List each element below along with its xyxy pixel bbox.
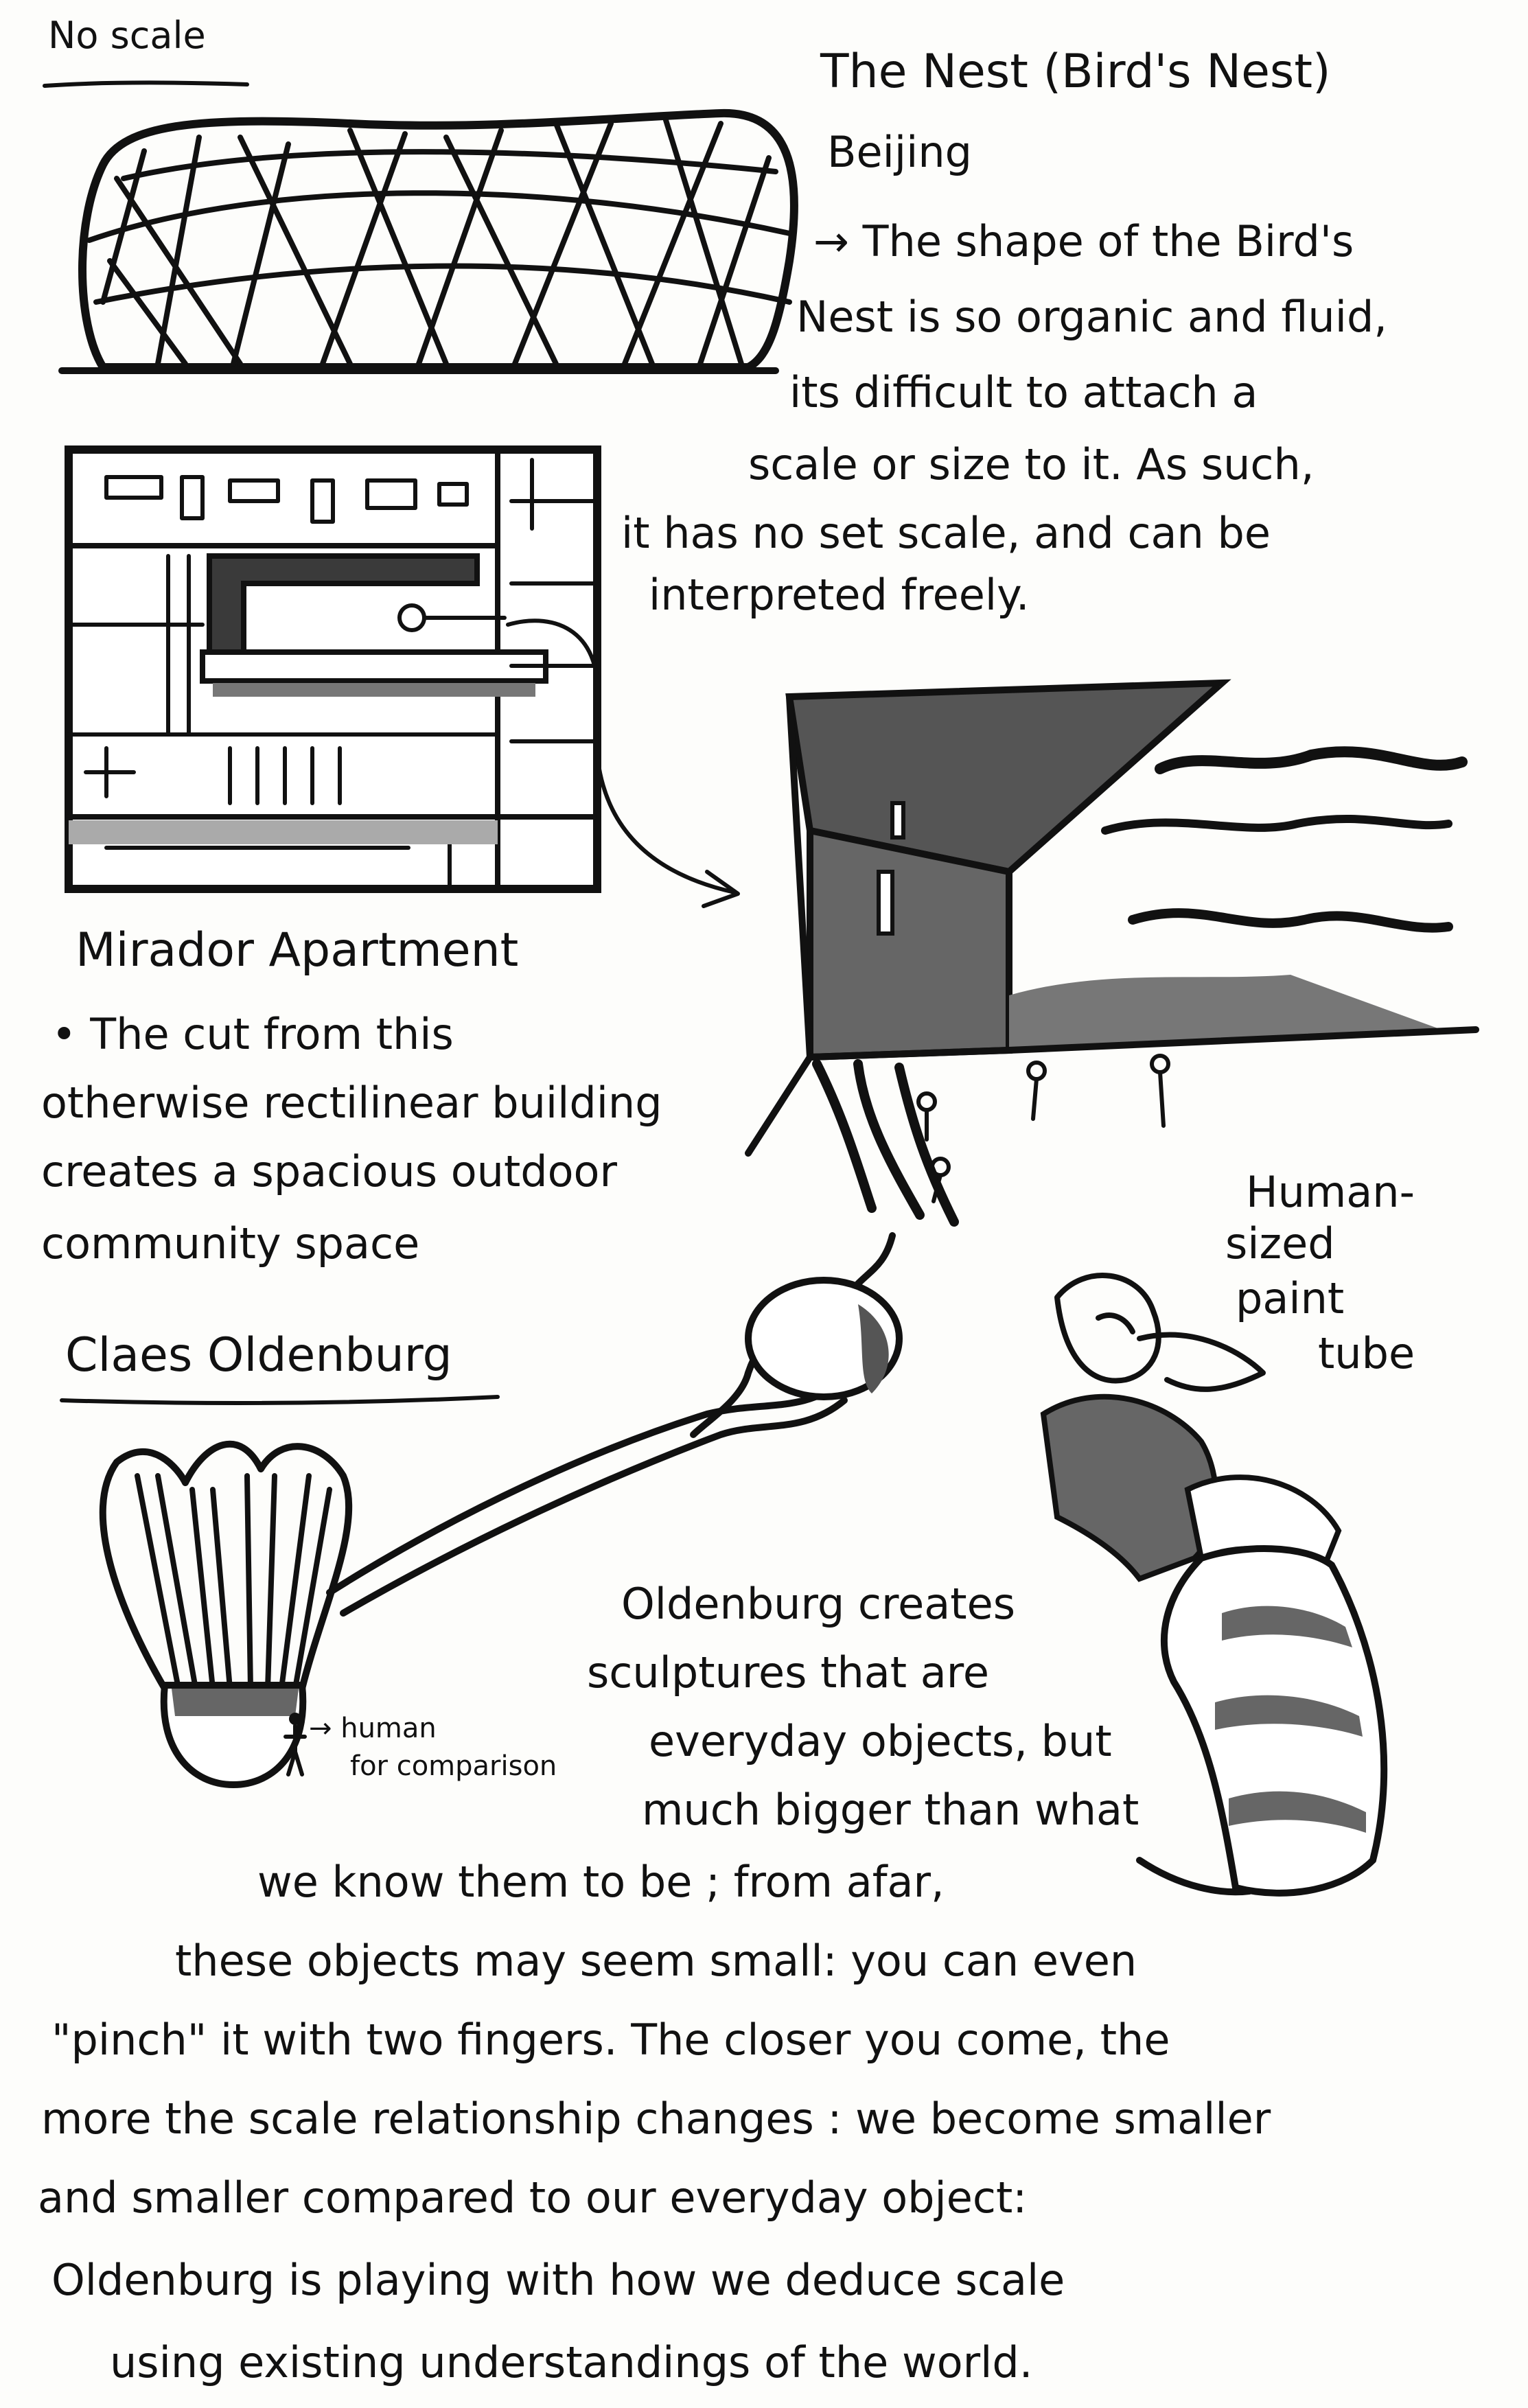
paint-tube-label-line: tube (1318, 1328, 1415, 1378)
oldenburg-bottom-line: we know them to be ; from afar, (257, 1857, 945, 1907)
nest-desc-line: Nest is so organic and fluid, (796, 292, 1388, 342)
nest-title: The Nest (Bird's Nest) (820, 45, 1331, 99)
paint-tube-label-line: sized (1225, 1218, 1335, 1269)
paint-tube-label-line: Human- (1246, 1167, 1415, 1217)
nest-desc-line: it has no set scale, and can be (621, 508, 1271, 558)
nest-location: Beijing (827, 127, 973, 177)
mirador-desc-line: otherwise rectilinear building (41, 1078, 662, 1128)
oldenburg-bottom-line: using existing understandings of the world. (110, 2337, 1033, 2387)
oldenburg-heading: Claes Oldenburg (65, 1328, 452, 1382)
nest-desc-line: scale or size to it. As such, (748, 439, 1315, 489)
oldenburg-bottom-line: "pinch" it with two fingers. The closer you come, the (51, 2015, 1170, 2065)
no-scale-label: No scale (48, 14, 206, 57)
oldenburg-center-line: much bigger than what (642, 1785, 1139, 1835)
oldenburg-bottom-line: and smaller compared to our everyday object: (38, 2173, 1028, 2223)
human-figure-icon (281, 1709, 309, 1778)
mirador-desc-line: community space (41, 1218, 420, 1269)
mirador-title: Mirador Apartment (76, 923, 519, 977)
oldenburg-center-line: everyday objects, but (649, 1716, 1112, 1766)
nest-desc-line: its difficult to attach a (789, 367, 1258, 417)
nest-desc-line: interpreted freely. (649, 570, 1030, 620)
nest-desc-line: → The shape of the Bird's (813, 216, 1354, 266)
paint-tube-label-line: paint (1236, 1273, 1345, 1323)
no-scale-underline (41, 72, 261, 100)
mirador-desc-line: • The cut from this (51, 1009, 454, 1059)
oldenburg-bottom-line: more the scale relationship changes : we become smaller (41, 2094, 1271, 2144)
mirador-desc-line: creates a spacious outdoor (41, 1146, 617, 1196)
oldenburg-center-line: sculptures that are (587, 1647, 990, 1698)
human-comparison-label: → human (309, 1713, 437, 1744)
oldenburg-bottom-line: Oldenburg is playing with how we deduce scale (51, 2255, 1065, 2305)
oldenburg-bottom-line: these objects may seem small: you can even (175, 1936, 1137, 1986)
birds-nest-sketch (62, 96, 817, 384)
spoon-cherry-sketch (323, 1263, 940, 1620)
human-comparison-label: for comparison (350, 1750, 557, 1782)
mirador-perspective-sketch (721, 673, 1510, 1236)
oldenburg-center-line: Oldenburg creates (621, 1579, 1016, 1629)
